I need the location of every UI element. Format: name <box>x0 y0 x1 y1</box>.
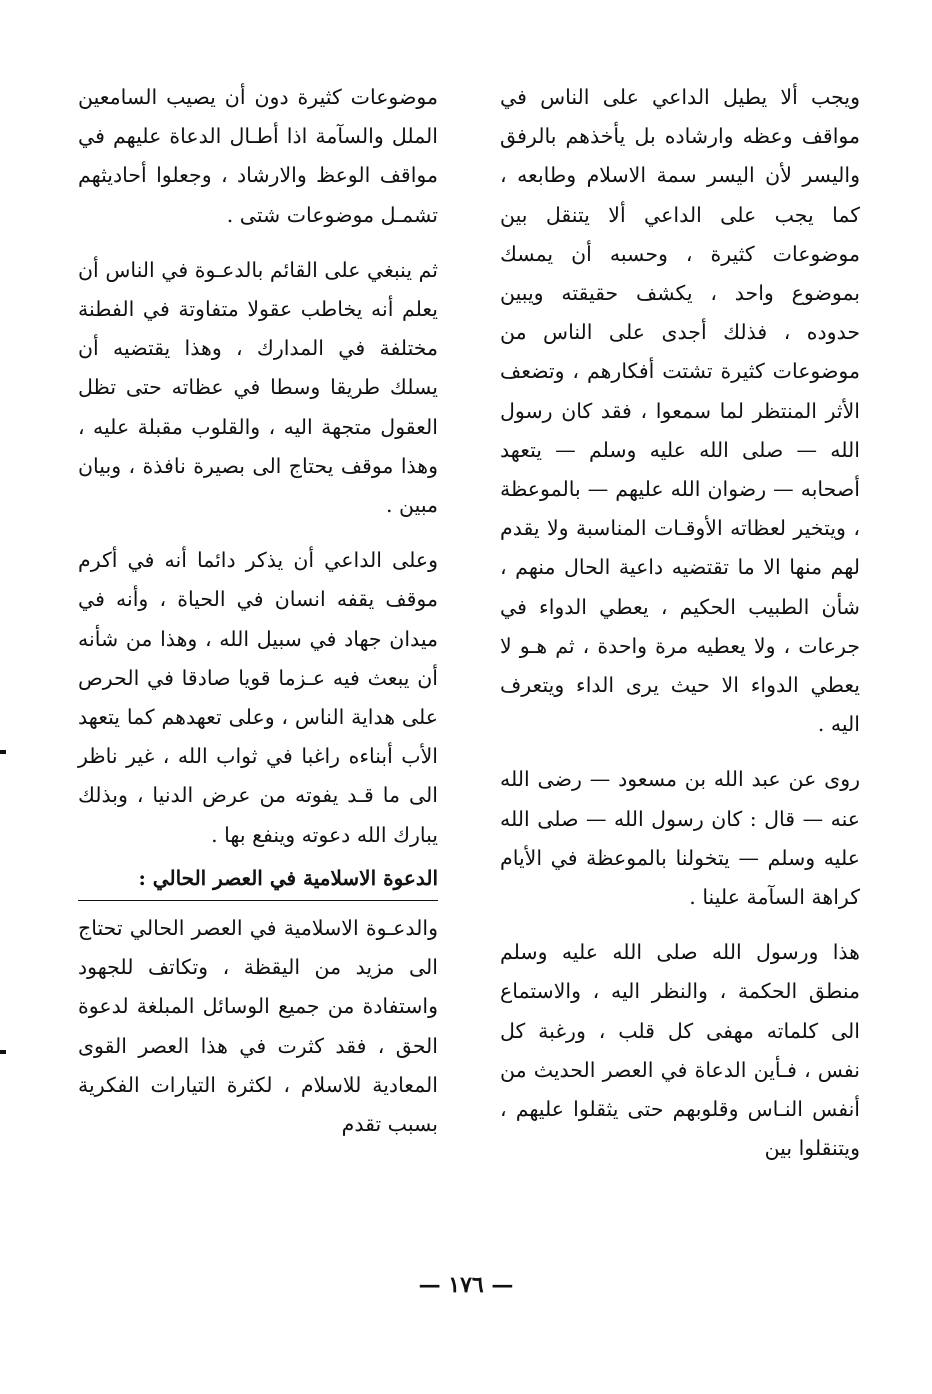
paragraph: ويجب ألا يطيل الداعي على الناس في مواقف وعظه وارشاده بل يأخذهم بالرفق واليسر لأن اليسر سمة الاسلام وطابعه ، كما يجب على الداعي ألا يتنقل بين موضوعات كثيرة ، وحسبه أن يمسك بموضوع واحد ، يكشف حقيقته ويبين حدوده ، فذلك أجدى على الناس من موضوعات كثيرة تشتت أفكارهم ، وتضعف الأثر المنتظر لما سمعوا ، فقد كان رسول الله — صلى الله عليه وسلم — يتعهد أصحابه — رضوان الله عليهم — بالموعظة ، ويتخير لعظاته الأوقـات المناسبة ولا يقدم لهم منها الا ما تقتضيه داعية الحال منهم ، شأن الطبيب الحكيم ، يعطي الدواء في جرعات ، ولا يعطيه مرة واحدة ، ثم هـو لا يعطي الدواء الا حيث يرى الداء ويتعرف اليه . <box>500 85 860 737</box>
page-number: — ١٧٦ — <box>418 1272 514 1298</box>
paragraph: ثم ينبغي على القائم بالدعـوة في الناس أن يعلم أنه يخاطب عقولا متفاوتة في الفطنة مختلفة في المدارك ، وهذا يقتضيه أن يسلك طريقا وسطا في عظاته حتى تظل العقول متجهة اليه ، والقلوب مقبلة عليه ، وهذا موقف يحتاج الى بصيرة نافذة ، وبيان مبين . <box>78 257 438 518</box>
right-column <box>500 78 860 1168</box>
paragraph: روى عن عبد الله بن مسعود — رضى الله عنه — قال : كان رسول الله — صلى الله عليه وسلم — يتخولنا بالموعظة في الأيام كراهة السآمة علينا . <box>500 767 860 910</box>
scan-mark <box>0 750 6 754</box>
paragraph: وعلى الداعي أن يذكر دائما أنه في أكرم موقف يقفه انسان في الحياة ، وأنه في ميدان جهاد في سبيل الله ، وهذا من شأنه أن يبعث فيه عـزما قويا صادقا في الحرص على هداية الناس ، وعلى تعهدهم كما يتعهد الأب أبناءه راغبا في ثواب الله ، غير ناظر الى ما قـد يفوته من عرض الدنيا ، وبذلك يبارك الله دعوته وينفع بها . <box>78 548 438 847</box>
paragraph: والدعـوة الاسلامية في العصر الحالي تحتاج الى مزيد من اليقظة ، وتكاتف للجهود واستفادة من جميع الوسائل المبلغة لدعوة الحق ، فقد كثرت في هذا العصر القوى المعادية للاسلام ، لكثرة التيارات الفكرية بسبب تقدم <box>78 916 438 1137</box>
left-column <box>78 78 438 1144</box>
paragraph: موضوعات كثيرة دون أن يصيب السامعين الملل والسآمة اذا أطـال الدعاة عليهم في مواقف الوعظ والارشاد ، وجعلوا أحاديثهم تشمـل موضوعات شتى . <box>78 85 438 227</box>
scan-mark <box>0 1050 6 1054</box>
section-heading: الدعوة الاسلامية في العصر الحالي : <box>78 859 438 901</box>
paragraph: هذا ورسول الله صلى الله عليه وسلم منطق الحكمة ، والنظر اليه ، والاستماع الى كلماته مهفى كل قلب ، ورغبة كل نفس ، فـأين الدعاة في العصر الحديث من أنفس النـاس وقلوبهم حتى يثقلوا عليهم ، ويتنقلوا بين <box>500 940 860 1161</box>
